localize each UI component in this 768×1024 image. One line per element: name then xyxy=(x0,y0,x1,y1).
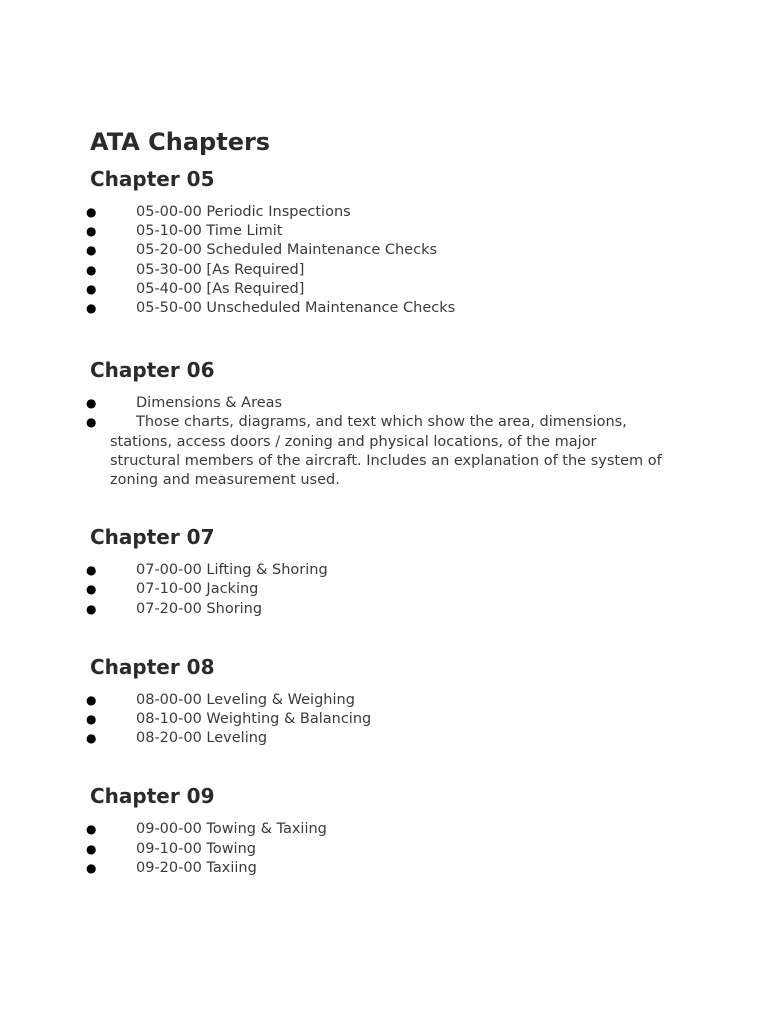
list-item xyxy=(86,222,670,241)
list-item xyxy=(86,280,670,299)
bullet-icon: ● xyxy=(86,205,97,219)
list-item xyxy=(86,413,670,490)
bullet-icon: ● xyxy=(86,281,97,296)
list-item xyxy=(86,394,670,413)
bullet-icon: ● xyxy=(86,262,97,277)
chapter-07-heading: Chapter 07 xyxy=(90,525,215,550)
list-item-text: Those charts, diagrams, and text which show the area, dimensions, stations, access doors / zoning and physical locations, of the major structural members of the aircraft. Includes an explanation of the system of zoning and measurement used. xyxy=(110,414,662,489)
list-item xyxy=(86,261,670,280)
bullet-icon: ● xyxy=(86,731,97,746)
list-item xyxy=(86,729,670,748)
bullet-icon: ● xyxy=(86,692,97,707)
list-item xyxy=(86,580,670,599)
chapter-07-list xyxy=(86,561,670,619)
chapter-09-list xyxy=(86,820,670,878)
chapter-05-section xyxy=(86,164,768,318)
list-item-text: 07-20-00 Shoring xyxy=(136,600,263,617)
list-item-text: Dimensions & Areas xyxy=(136,395,283,412)
chapter-05-heading: Chapter 05 xyxy=(90,167,215,191)
list-item xyxy=(86,600,670,619)
document-title: ATA Chapters xyxy=(90,128,271,156)
bullet-icon: ● xyxy=(86,841,97,856)
bullet-icon: ● xyxy=(86,224,97,239)
section-spacer xyxy=(90,490,768,522)
list-item xyxy=(86,710,670,729)
list-item-text: 05-50-00 Unscheduled Maintenance Checks xyxy=(136,300,456,317)
chapter-06-list xyxy=(86,394,670,490)
list-item xyxy=(86,203,670,222)
chapter-05-list xyxy=(86,203,670,318)
list-item-text: 05-20-00 Scheduled Maintenance Checks xyxy=(136,242,438,259)
list-item-text: 07-10-00 Jacking xyxy=(136,581,259,598)
list-item xyxy=(86,840,670,859)
list-item-text: 08-20-00 Leveling xyxy=(136,730,268,747)
list-item-text: 09-10-00 Towing xyxy=(136,840,256,857)
bullet-icon: ● xyxy=(86,243,97,258)
list-item xyxy=(86,820,670,839)
bullet-icon: ● xyxy=(86,582,97,597)
list-item xyxy=(86,561,670,580)
section-spacer xyxy=(90,748,768,781)
list-item-text: 07-00-00 Lifting & Shoring xyxy=(136,562,328,579)
list-item xyxy=(86,691,670,710)
list-item-text: 05-00-00 Periodic Inspections xyxy=(136,204,351,220)
list-item xyxy=(86,859,670,878)
bullet-icon: ● xyxy=(86,712,97,727)
bullet-icon: ● xyxy=(86,822,97,837)
list-item-text: 05-30-00 [As Required] xyxy=(136,261,305,278)
chapter-06-section xyxy=(86,355,768,490)
bullet-icon: ● xyxy=(86,396,97,411)
chapter-08-section xyxy=(86,652,768,749)
bullet-icon: ● xyxy=(86,415,97,430)
section-spacer xyxy=(90,318,768,355)
chapter-07-section xyxy=(86,522,768,619)
bullet-icon: ● xyxy=(86,563,97,578)
bullet-icon: ● xyxy=(86,301,97,316)
section-spacer xyxy=(90,619,768,652)
list-item xyxy=(86,299,670,318)
bullet-icon: ● xyxy=(86,601,97,616)
chapter-06-heading: Chapter 06 xyxy=(90,358,215,383)
list-item-text: 05-40-00 [As Required] xyxy=(136,280,305,297)
list-item-text: 08-10-00 Weighting & Balancing xyxy=(136,711,372,728)
chapter-09-heading: Chapter 09 xyxy=(90,784,215,809)
list-item-text: 09-20-00 Taxiing xyxy=(136,859,257,876)
chapter-09-section xyxy=(86,781,768,878)
list-item-text: 05-10-00 Time Limit xyxy=(136,223,283,240)
chapter-08-heading: Chapter 08 xyxy=(90,654,215,679)
bullet-icon: ● xyxy=(86,860,97,875)
list-item xyxy=(86,241,670,260)
chapter-08-list xyxy=(86,691,670,749)
list-item-text: 08-00-00 Leveling & Weighing xyxy=(136,691,355,708)
list-item-text: 09-00-00 Towing & Taxiing xyxy=(136,821,327,838)
